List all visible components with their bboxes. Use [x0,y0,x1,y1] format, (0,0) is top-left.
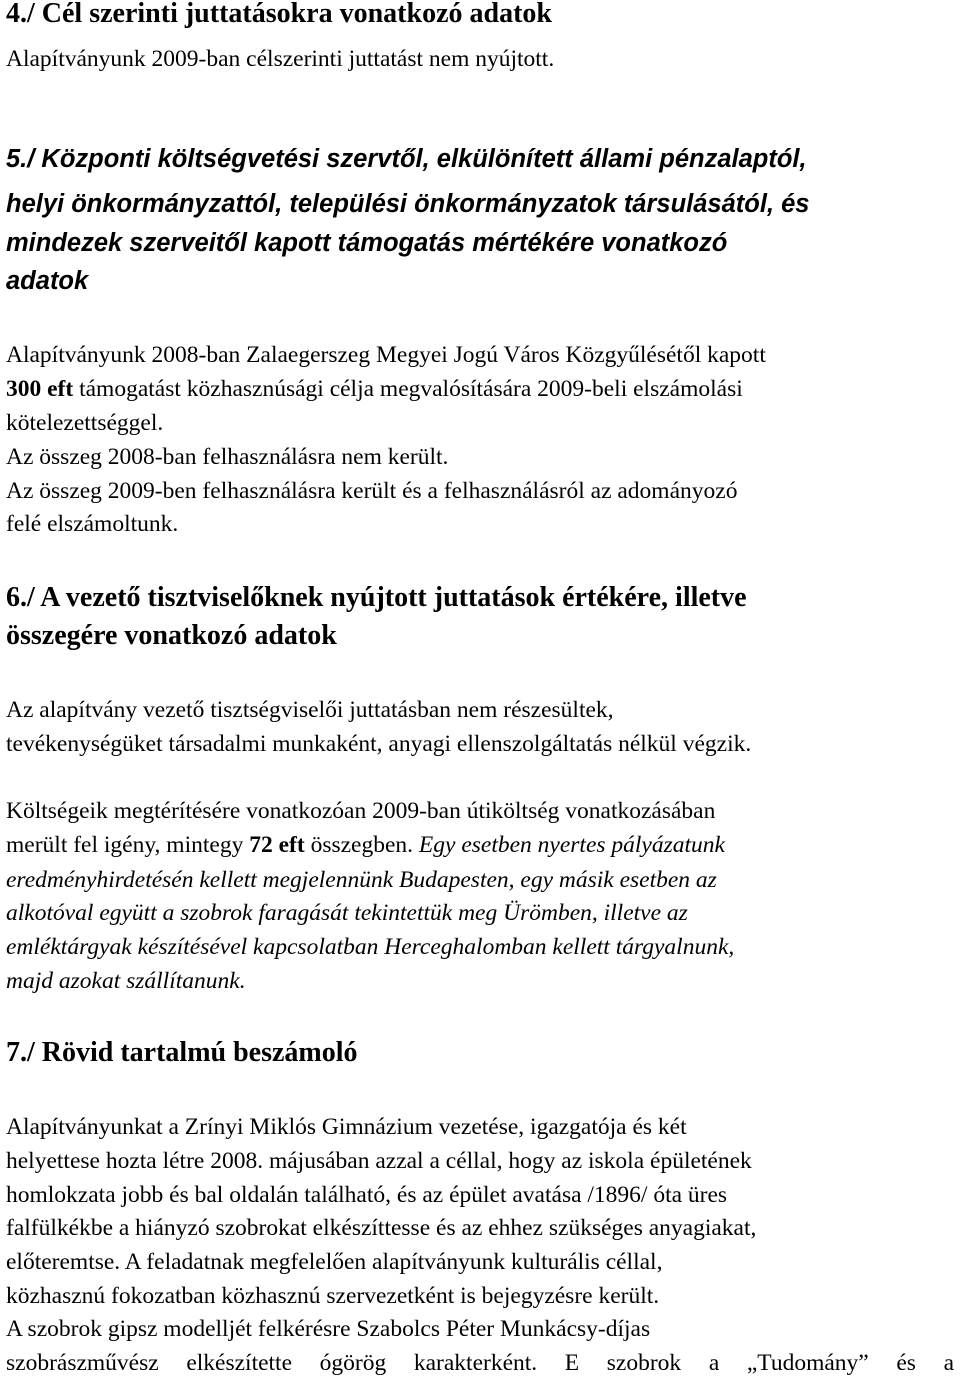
section-7-line-3: homlokzata jobb és bal oldalán található, és az épület avatása /1896/ óta üres [6,1182,728,1208]
grant-purpose-text: támogatást közhasznúsági célja megvalósítására 2009-beli elszámolási [73,376,743,402]
section-7-line-8: szobrászművész elkészítette ógörög karakterként. E szobrok a „Tudomány” és a [6,1350,954,1376]
section-6-para-2-line-2 [6,831,725,859]
section-5-heading-line-1: 5./ Központi költségvetési szervtől, elkülönített állami pénzalaptól, [6,145,807,173]
section-7-line-5: előteremtse. A feladatnak megfelelően alapítványunk kulturális céllal, [6,1249,663,1275]
section-6-para-1-line-2: tevékenységüket társadalmi munkaként, anyagi ellenszolgáltatás nélkül végzik. [6,731,752,757]
section-5-heading-line-3: mindezek szerveitől kapott támogatás mértékére vonatkozó [6,229,728,257]
section-5-text-line-5: Az összeg 2009-ben felhasználásra került és a felhasználásról az adományozó [6,478,738,504]
section-6-heading-line-2: összegére vonatkozó adatok [6,620,337,651]
section-5-text-line-4: Az összeg 2008-ban felhasználásra nem került. [6,444,449,470]
section-5-text-line-2 [6,375,743,403]
section-6-italic-line-4: majd azokat szállítanunk. [6,968,246,994]
travel-cost-suffix: összegben. [304,832,419,858]
section-4-heading: 4./ Cél szerinti juttatásokra vonatkozó adatok [6,0,552,29]
section-5-text-line-1: Alapítványunk 2008-ban Zalaegerszeg Megyei Jogú Város Közgyűlésétől kapott [6,342,766,368]
section-6-italic-line-1: eredményhirdetésén kellett megjelennünk Budapesten, egy másik esetben az [6,867,717,893]
section-5-heading-line-2: helyi önkormányzattól, települési önkormányzatok társulásától, és [6,190,810,218]
travel-detail-italic-start: Egy esetben nyertes pályázatunk [418,832,725,858]
section-7-line-7: A szobrok gipsz modelljét felkérésre Szabolcs Péter Munkácsy-díjas [6,1316,651,1342]
section-7-line-4: falfülkékbe a hiányzó szobrokat elkészíttesse és az ehhez szükséges anyagiakat, [6,1215,757,1241]
section-4-body: Alapítványunk 2009-ban célszerinti juttatást nem nyújtott. [6,46,555,72]
section-6-para-1-line-1: Az alapítvány vezető tisztségviselői juttatásban nem részesültek, [6,697,614,723]
section-5-heading-line-4: adatok [6,267,89,295]
section-6-heading-line-1: 6./ A vezető tisztviselőknek nyújtott juttatások értékére, illetve [6,582,747,613]
section-6-italic-line-2: alkotóval együtt a szobrok faragását tekintettük meg Ürömben, illetve az [6,900,688,926]
section-5-text-line-3: kötelezettséggel. [6,410,164,436]
travel-cost-text: merült fel igény, mintegy [6,832,250,858]
section-6-para-2-line-1: Költségeik megtérítésére vonatkozóan 2009-ban útiköltség vonatkozásában [6,798,716,824]
section-7-line-2: helyettese hozta létre 2008. májusában azzal a céllal, hogy az iskola épületének [6,1148,752,1174]
section-5-text-line-6: felé elszámoltunk. [6,511,179,537]
section-7-heading: 7./ Rövid tartalmú beszámoló [6,1037,358,1068]
section-7-line-6: közhasznú fokozatban közhasznú szervezetként is bejegyzésre került. [6,1283,660,1309]
grant-amount: 300 eft [6,376,74,402]
travel-cost-amount: 72 eft [249,832,305,858]
section-6-italic-line-3: emléktárgyak készítésével kapcsolatban Herceghalomban kellett tárgyalnunk, [6,934,735,960]
section-7-line-1: Alapítványunkat a Zrínyi Miklós Gimnázium vezetése, igazgatója és két [6,1114,687,1140]
